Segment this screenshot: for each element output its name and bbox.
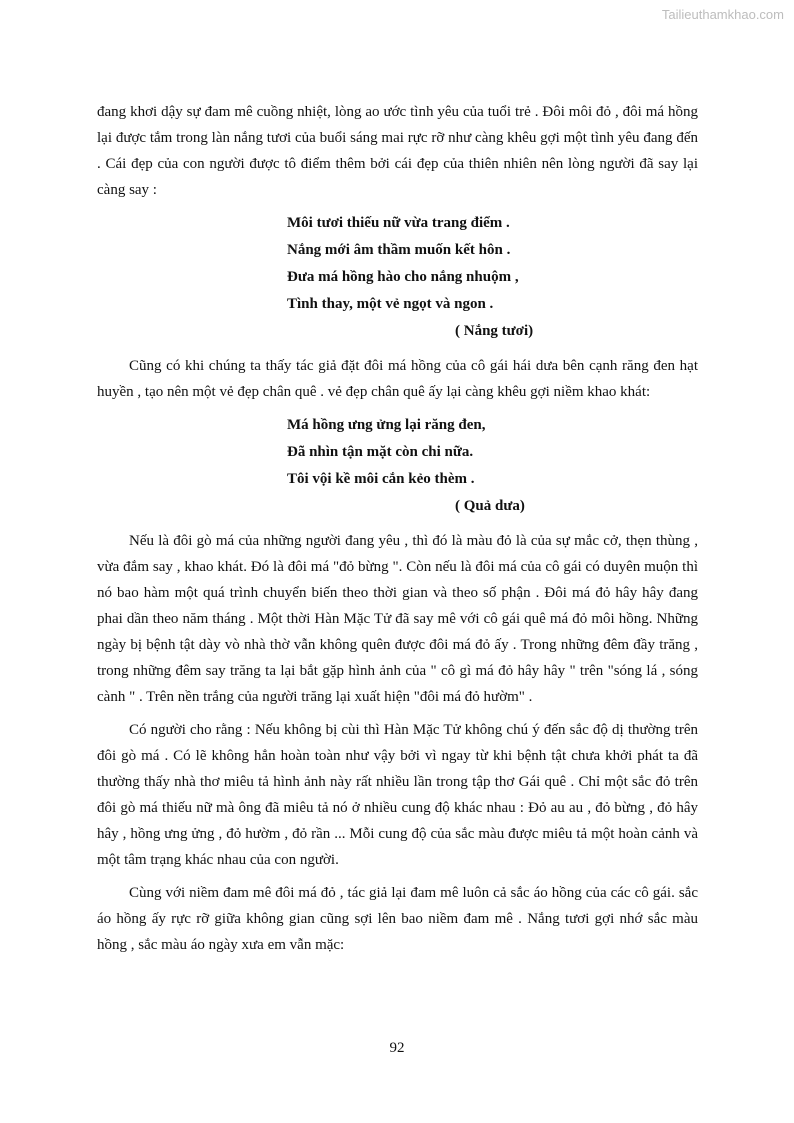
poem-qua-dua	[287, 412, 698, 520]
poem-line: Má hồng ưng ửng lại răng đen,	[287, 417, 486, 433]
poem-nang-tuoi	[287, 210, 698, 345]
poem-line: Đưa má hồng hào cho nắng nhuộm ,	[287, 269, 519, 285]
paragraph: Cùng với niềm đam mê đôi má đỏ , tác giả lại đam mê luôn cả sắc áo hồng của các cô gái. sắc áo hồng ấy rực rỡ giữa không gian cũng sợi lên bao niềm đam mê . Nắng tươi gợi nhớ sắc màu hồng , sắc màu áo ngày xưa em vẫn mặc:	[97, 885, 698, 953]
poem-line: Tình thay, một vẻ ngọt và ngon .	[287, 296, 494, 312]
paragraph: đang khơi dậy sự đam mê cuồng nhiệt, lòng ao ước tình yêu của tuổi trẻ . Đôi môi đỏ , đôi má hồng lại được tắm trong làn nắng tươi của buổi sáng mai rực rỡ như càng khêu gợi một tình yêu đang đến . Cái đẹp của con người được tô điểm thêm bởi cái đẹp của thiên nhiên nên lòng người đã say lại càng say :	[97, 104, 698, 198]
poem-line: Tôi vội kề môi cắn kẻo thèm .	[287, 471, 475, 487]
paragraph: Nếu là đôi gò má của những người đang yêu , thì đó là màu đỏ là của sự mắc cở, thẹn thùng , vừa đắm say , khao khát. Đó là đôi má "đỏ bừng ". Còn nếu là đôi má của cô gái có duyên muộn thì nó bao hàm một quá trình chuyển biến theo thời gian và theo số phận . Đôi má đỏ hây hây đang phai dần theo năm tháng . Một thời Hàn Mặc Tử đã say mê với cô gái quê má đỏ môi hồng. Những ngày bị bệnh tật dày vò nhà thờ vẫn không quên được đôi má đỏ ấy . Trong những đêm đầy trăng , trong những đêm say trăng ta lại bắt gặp hình ảnh của " cô gì má đỏ hây hây " trên "sóng lá , sóng cành " . Trên nền trắng của người trăng lại xuất hiện "đôi má đỏ hườm" .	[97, 533, 698, 705]
poem-source: ( Quả dưa)	[455, 498, 525, 514]
poem-line: Môi tươi thiếu nữ vừa trang điểm .	[287, 215, 510, 231]
poem-source: ( Nắng tươi)	[455, 323, 534, 339]
poem-line: Nắng mới âm thầm muốn kết hôn .	[287, 242, 511, 258]
paragraph: Cũng có khi chúng ta thấy tác giả đặt đôi má hồng của cô gái hái dưa bên cạnh răng đen hạt huyền , tạo nên một vẻ đẹp chân quê . vẻ đẹp chân quê ấy lại càng khêu gợi niềm khao khát:	[97, 358, 698, 400]
poem-line: Đã nhìn tận mặt còn chi nữa.	[287, 444, 474, 460]
paragraph: Có người cho rằng : Nếu không bị cùi thì Hàn Mặc Tử không chú ý đến sắc độ dị thường trên đôi gò má . Có lẽ không hẳn hoàn toàn như vậy bởi vì ngay từ khi bệnh tật chưa khởi phát ta đã thường thấy nhà thơ miêu tả hình ảnh này rất nhiều lần trong tập thơ Gái quê . Chỉ một sắc đỏ trên đôi gò má thiếu nữ mà ông đã miêu tả nó ở nhiều cung độ khác nhau : Đỏ au au , đỏ bừng , đỏ hây hây , hồng ưng ửng , đỏ hườm , đỏ rần ... Mỗi cung độ của sắc màu được miêu tả một hoàn cảnh và một tâm trạng khác nhau của con người.	[97, 722, 698, 868]
page-number: 92	[389, 1040, 405, 1056]
page-content	[97, 99, 698, 965]
watermark: Tailieuthamkhao.com	[661, 7, 784, 22]
